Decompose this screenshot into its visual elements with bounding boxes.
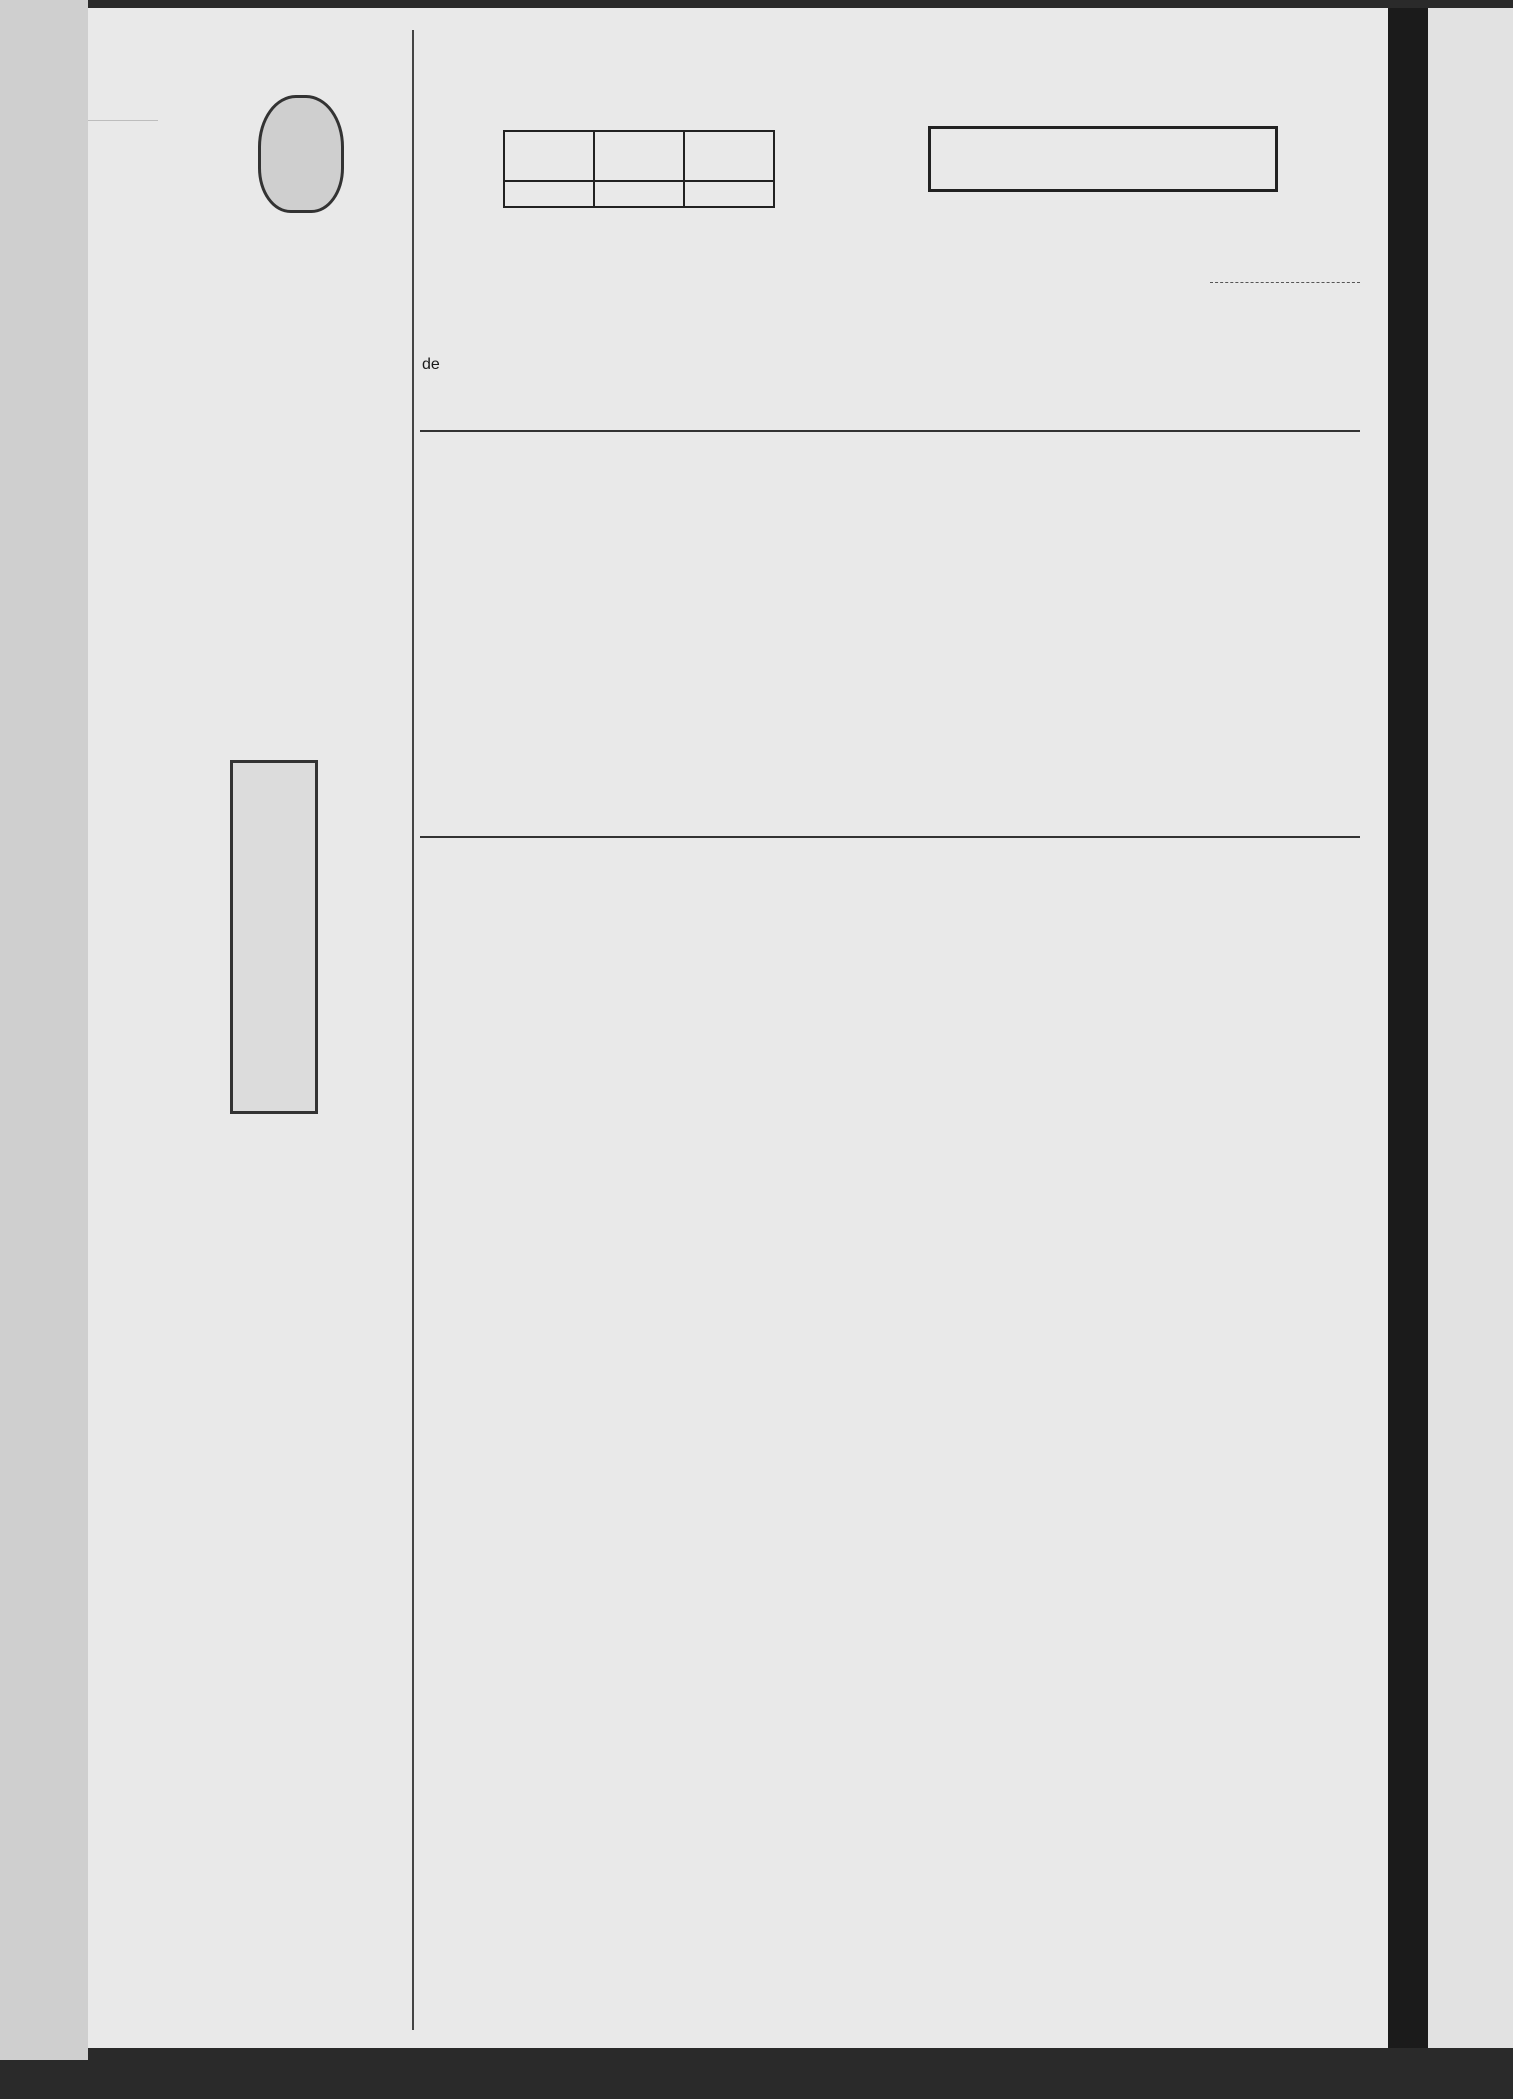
book-spine	[1388, 8, 1428, 2048]
groom-address-line	[425, 542, 615, 567]
anio-label	[684, 181, 774, 207]
bride-age-line	[430, 862, 640, 887]
bride-address-line	[430, 946, 620, 971]
section-rule	[420, 430, 1360, 432]
groom-nationality-line	[425, 500, 495, 525]
bride-mother-nat-line	[430, 1120, 810, 1145]
section-rule	[420, 836, 1360, 838]
exemption-stamp	[230, 760, 318, 1114]
bride-nationality-line	[430, 904, 500, 929]
record-type	[928, 126, 1278, 192]
tomo-value	[504, 131, 594, 181]
registry-box	[503, 130, 775, 208]
bride-father-nat-line	[430, 1034, 810, 1059]
margin-line	[88, 120, 158, 121]
fill-line	[1210, 282, 1360, 283]
acta-label	[594, 181, 684, 207]
province-emblem	[258, 95, 344, 213]
acta-value	[594, 131, 684, 181]
margin-divider	[412, 30, 414, 2030]
groom-mother-nat-line	[425, 718, 805, 743]
intro-date-line	[422, 306, 482, 331]
anio-value	[684, 131, 774, 181]
next-page	[1428, 8, 1513, 2048]
tomo-label	[504, 181, 594, 207]
page-edge	[0, 0, 88, 2060]
groom-age-line	[425, 458, 655, 483]
intro-year-line: de	[422, 356, 440, 373]
groom-father-nat-line	[425, 630, 815, 655]
